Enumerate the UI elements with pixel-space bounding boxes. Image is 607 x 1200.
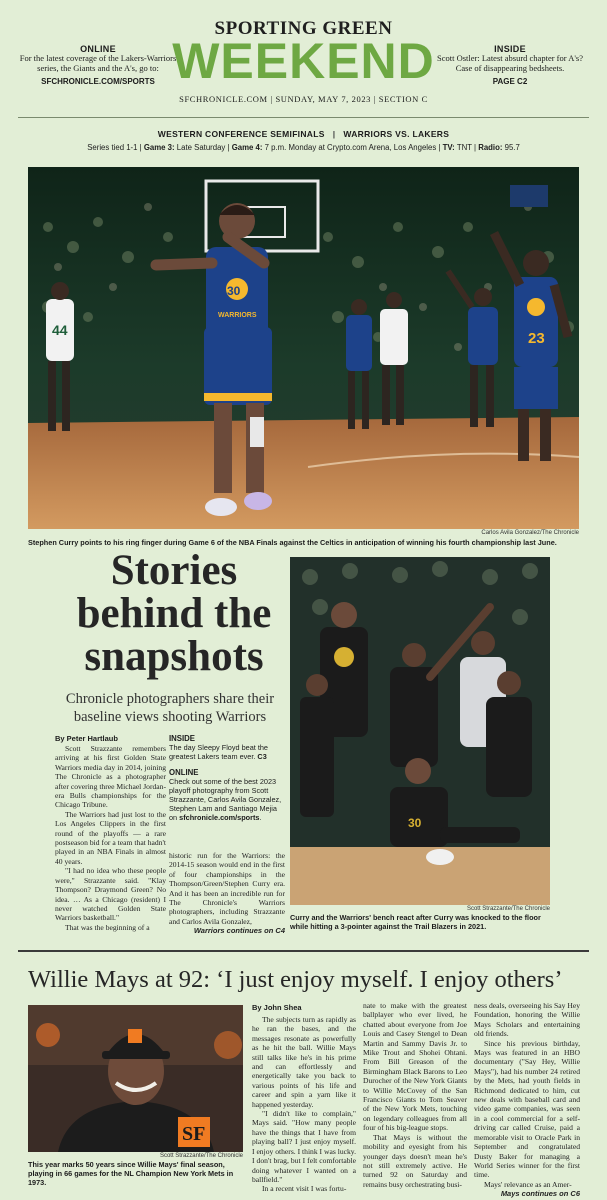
story-paragraph: The Warriors had just lost to the Los Angeles Clippers in the first round of the playoffs — a rare postseason bid for a team that hadn't played in an NBA Finals in almost 40 years. xyxy=(55,809,166,866)
series-status: Series tied 1-1 xyxy=(87,143,138,152)
story-headline-line-1: Stories xyxy=(110,547,238,594)
mays-paragraph: nate to make with the greatest ballplayer who ever lived, he chatted about everyone from Joe Louis and Casey Stengel to Dean Martin and Sammy Davis Jr. to Mike Trout and Shohei Ohtani. From Bill Greason of the Birmingham Black Barons to Leo Durocher of the New York Giants to Willie McCovey of the San Francisco Giants to Tom Seaver of the New York Mets, touching on legendary colleagues from all four of his big-league stops. xyxy=(363,1001,467,1133)
mays-photo-illustration xyxy=(28,1005,243,1152)
story-headline-line-2: behind the xyxy=(76,590,272,637)
section-kicker: SPORTING GREEN xyxy=(214,18,393,39)
mays-column-2 xyxy=(363,1001,467,1189)
inside-promo-head: INSIDE xyxy=(494,44,526,54)
mays-paragraph: The subjects turn as rapidly as he ran the bases, and the messages resonate as powerfully as he hit the ball. Willie Mays still talks like he's in his prime and can effortlessly and energetically take you back to various points of his life and career and spin a yarn like it happened yesterday. xyxy=(252,1015,356,1109)
mays-byline: By John Shea xyxy=(252,1003,302,1012)
mays-column-1 xyxy=(252,1015,356,1194)
sidebar-online-link[interactable]: sfchronicle.com/sports xyxy=(179,813,260,822)
story-sidebar xyxy=(169,734,285,822)
story-column-1 xyxy=(55,744,166,932)
series-schedule: Series tied 1-1 | Game 3: Late Saturday | Game 4: 7 p.m. Monday at Crypto.com Arena, Los Angeles | TV: TNT | Radio: 95.7 xyxy=(87,143,520,152)
story-column-2 xyxy=(169,851,285,936)
sidebar-inside-page: C3 xyxy=(257,752,267,761)
jacket-logo: SF xyxy=(182,1123,206,1145)
game4-time: 7 p.m. Monday at Crypto.com Arena, Los Angeles xyxy=(264,143,437,152)
dateline: SFCHRONICLE.COM | SUNDAY, MAY 7, 2023 | SECTION C xyxy=(179,94,428,104)
story-paragraph: historic run for the Warriors: the 2014-15 season would end in the first of four championships in the Thompson/Green/Stephen Curry era. And it has been an incredible run for The Chronicle's Warriors photographers, including Strazzante and Carlos Avila Gonzalez, xyxy=(169,851,285,926)
mays-paragraph: ness deals, overseeing his Say Hey Foundation, honoring the Willie Mays Scholars and entertaining old friends. xyxy=(474,1001,580,1039)
curry-jersey-number-2: 30 xyxy=(408,816,422,830)
story-jump[interactable]: Warriors continues on C4 xyxy=(193,926,285,936)
section-divider xyxy=(18,950,589,952)
sidebar-inside-text xyxy=(169,743,285,761)
bench-credit: Scott Strazzante/The Chronicle xyxy=(466,906,550,912)
game4-label: Game 4: xyxy=(231,143,263,152)
series-matchup: WARRIORS VS. LAKERS xyxy=(343,129,450,139)
story-deck: Chronicle photographers share their baseline views shooting Warriors xyxy=(65,691,275,725)
section-title: WEEKEND xyxy=(172,33,435,89)
mays-column-3 xyxy=(474,1001,580,1199)
hero-photo xyxy=(28,167,579,529)
curry-jersey-number: 30 xyxy=(227,284,241,298)
curry-jersey-team: WARRIORS xyxy=(218,312,257,319)
mays-photo xyxy=(28,1005,243,1152)
tv-channel: TNT xyxy=(456,143,472,152)
draymond-jersey-number: 23 xyxy=(528,330,545,347)
sidebar-inside-head: INSIDE xyxy=(169,734,195,743)
online-promo-text: For the latest coverage of the Lakers-Warriors series, the Giants and the A's, go to: xyxy=(19,53,177,74)
sidebar-online-copy: Check out some of the best 2023 playoff photography from Scott Strazzante, Carlos Avila Gonzalez, Stephen Lam and Santiago Mejia on xyxy=(169,777,282,822)
online-promo-link[interactable]: SFCHRONICLE.COM/SPORTS xyxy=(41,76,155,86)
mays-paragraph: Mays' relevance as an Amer- xyxy=(484,1179,572,1189)
inside-promo-page: PAGE C2 xyxy=(492,76,528,86)
hero-credit: Carlos Avila Gonzalez/The Chronicle xyxy=(481,530,579,536)
story-headline xyxy=(64,549,284,678)
story-paragraph: "I had no idea who these people were," Strazzante said. "Klay Thompson? Draymond Green? No idea. … As a Chicago (resident) I never watched Golden State Warriors basketball." xyxy=(55,866,166,923)
game3-label: Game 3: xyxy=(143,143,175,152)
hero-caption: Stephen Curry points to his ring finger during Game 6 of the NBA Finals against the Celtics in anticipation of winning his fourth championship last June. xyxy=(28,538,557,547)
mays-paragraph: In a recent visit I was fortu- xyxy=(262,1184,347,1194)
inside-promo xyxy=(430,44,590,86)
bench-caption: Curry and the Warriors' bench react after Curry was knocked to the floor while hitting a 3-pointer against the Trail Blazers in 2021. xyxy=(290,913,541,932)
masthead-rule xyxy=(18,117,589,118)
inside-promo-text: Scott Ostler: Latest absurd chapter for A's? Case of disappearing bedsheets. xyxy=(437,53,583,74)
mays-caption: This year marks 50 years since Willie Mays' final season, playing in 66 games for the NL Champion New York Mets in 1973. xyxy=(28,1160,234,1188)
sidebar-online-head: ONLINE xyxy=(169,768,199,777)
mays-paragraph: Since his previous birthday, Mays was featured in an HBO documentary ("Say Hey, Willie Mays"), had his number 24 retired by the Mets, had youth fields in Richmond dedicated to him, cut new deals with baseball card and video game companies, was seen in a cool commercial for a self-driving car called Cruise, paid a memorable visit to Oracle Park in September and congratulated Dusty Baker for managing a World Series winner for the first time. xyxy=(474,1038,580,1180)
story-byline: By Peter Hartlaub xyxy=(55,734,118,743)
radio-label: Radio: xyxy=(478,143,503,152)
online-promo-head: ONLINE xyxy=(80,44,116,54)
player-jersey-number: 44 xyxy=(52,322,68,338)
series-header: WESTERN CONFERENCE SEMIFINALS | WARRIORS VS. LAKERS xyxy=(157,129,450,139)
tv-label: TV: xyxy=(442,143,455,152)
sidebar-online-text: Check out some of the best 2023 playoff photography from Scott Strazzante, Carlos Avila Gonzalez, Stephen Lam and Santiago Mejia on sfchronicle.com/sports. xyxy=(169,777,282,822)
series-round: WESTERN CONFERENCE SEMIFINALS xyxy=(157,129,325,139)
story-headline-line-3: snapshots xyxy=(84,633,264,680)
mays-credit: Scott Strazzante/The Chronicle xyxy=(159,1153,243,1159)
bench-photo xyxy=(290,557,550,905)
mays-paragraph: "I didn't like to complain," Mays said. "How many people have the things that I have from playing ball? I just enjoy myself. I enjoy others. I think I was lucky. I don't brag, but I felt comfortable doing whatever I wanted on a ballfield." xyxy=(252,1109,356,1184)
bench-photo-illustration xyxy=(290,557,550,905)
hero-photo-illustration xyxy=(28,167,579,529)
radio-station: 95.7 xyxy=(504,143,520,152)
mays-paragraph: That Mays is without the mobility and eyesight from his younger days doesn't mean he's not still extremely active. He turned 92 on Saturday and remains busy orchestrating busi- xyxy=(363,1132,467,1189)
mays-headline: Willie Mays at 92: ‘I just enjoy myself. I enjoy others’ xyxy=(28,966,563,993)
mays-jump[interactable]: Mays continues on C6 xyxy=(500,1189,580,1199)
game3-time: Late Saturday xyxy=(176,143,226,152)
story-paragraph: That was the beginning of a xyxy=(65,922,150,932)
sidebar-inside-copy: The day Sleepy Floyd beat the greatest Lakers team ever. xyxy=(169,743,268,761)
story-paragraph: Scott Strazzante remembers arriving at his first Golden State Warriors media day in 2014, joining The Chronicle as a photographer after covering three Michael Jordan-era Bulls championships for the Chicago Tribune. xyxy=(55,744,166,810)
